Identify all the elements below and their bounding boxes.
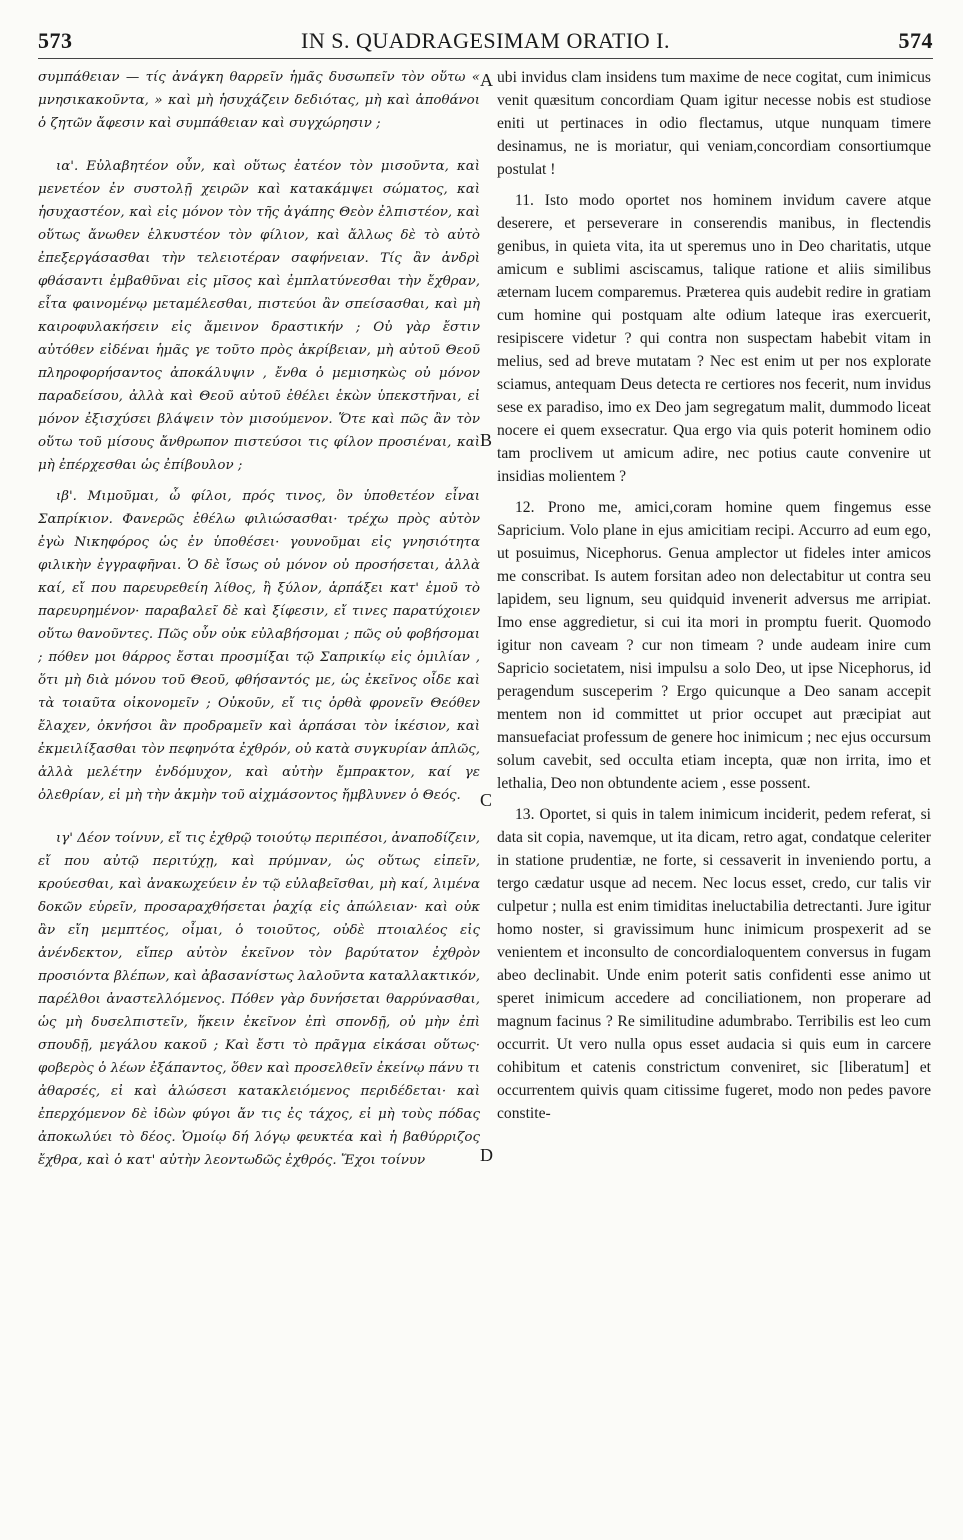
greek-paragraph-intro: συμπάθειαν — τίς ἀνάγκη θαρρεῖν ἡμᾶς δυσωπεῖν τὸν οὕτω « μνησικακοῦντα, » καὶ μὴ ἡσυχάζειν δεδιότας, μὴ καὶ ἀποθάνοι ὁ ζητῶν ἄφεσιν καὶ συμπάθειαν καὶ συγχώρησιν ; bbox=[38, 70, 480, 131]
section-marker-a: A bbox=[480, 70, 493, 90]
latin-paragraph-11: 11. Isto modo oportet nos hominem invidum cavere atque deserere, et perseverare in conserendis manibus, in flectendis genibus, in quieta vita, ita ut speremus uno in Deo charitatis, utque amicum e sublimi asciscamus, talique ratione et aliis similibus æternam lucem comparemus. Præterea quis audebit redire in gratiam cum homine qui postquam alte odium lateque iras exercuerit, resipiscere videtur ? qui contra non suspectam habebit vitam in melius, sed ad breve mutatam ? Nec est enim ut per nos explorate sciamus, antequam Deus detecta re certiores nos fecerit, num invidus sese ex paradiso, imo ex Deo jam segregatum malit, dummodo liceat nocere ei quem exsecratur. Qua ergo via quis poterit hominem odio tam proclivem ut amicum adire, nec potius caute convenire ut insidias molientem ? bbox=[497, 192, 931, 485]
section-marker-b: B bbox=[480, 430, 493, 450]
greek-column bbox=[38, 66, 480, 1180]
latin-paragraph-12: 12. Prono me, amici,coram homine quem fingemus esse Sapricium. Volo plane in ejus amicitiam recipi. Accurro ad eum ego, ut posuimus, Nicephorus. Genua amplector ut fideles inter amicos me conscribat. Is autem forsitan adeo non delectabitur ut contra seu lapidem, seu lignum, seu quidquid invenerit adversus me arripiat. Imo ense aggredietur, si cui ita mori in promptu fuerit. Quomodo igitur non caveam ? cur non timeam ? unde audeam inire cum Sapricio societatem, nisi impulsu a solo Deo, ut ipse Nicephorus, id peragendum susceperim ? Ergo quicunque a Deo sanam accepit mentem non id committet ut prior occupet aut præcipiat aut mansuefaciat professum de genere hoc inimicum ; nec ejus occursum solum cavebit, sed occulta etiam incepta, quæ non irrita, imo et lethalia, Deo non obtundente aciem , esse possent. bbox=[497, 499, 931, 792]
right-page-number: 574 bbox=[898, 28, 933, 53]
greek-paragraph-11: ια'. Εὐλαβητέον οὖν, καὶ οὕτως ἐατέον τὸν μισοῦντα, καὶ μενετέον ἐν συστολῇ χειρῶν καὶ κατακάμψει σώματος, καὶ ἡσυχαστέον, καὶ εἰς μόνον τὸν τῆς ἀγάπης Θεὸν ἐλπιστέον, καὶ οὕτως ἄνωθεν ἑλκυστέον τὸν φίλιον, καὶ ἄλλως δὲ τὸ αὐτὸ ἐπεξεργάσασθαι τὴν τελειοτέραν σαφήνειαν. Τίς ἂν ἀνδρὶ φθάσαντι ἐμβαθῦναι εἰς μῖσος καὶ ἐμπλατύνεσθαι τὴν ἔχθραν, εἶτα φαινομένῳ μεταμέλεσθαι, πιστεύοι ἂν σπείσασθαι, καὶ μὴ καιροφυλακήσειν εἰς ἄμεινον δραστικήν ; Οὐ γὰρ ἔστιν αὐτόθεν εἰδέναι ἡμᾶς γε τοῦτο πρὸς ἀκρίβειαν, μὴ αὐτοῦ Θεοῦ πληροφορήσαντος ἀποκάλυψιν , ἔνθα ὁ μεμισηκὼς οὐ μόνον παραδείσου, ἀλλὰ καὶ Θεοῦ αὐτοῦ ἐθέλει ἑκὼν ὑπεκστῆναι, εἰ μόνον ἐξισχύσει βλάψειν τὸν μισούμενον. Ὅτε καὶ πῶς ἂν τὸν οὕτω τοῦ μίσους ἄνθρωπον πιστεύσοι τις φίλον προσιέναι, καὶ μὴ ἐπέρχεσθαι ὡς ἐπίβουλον ; bbox=[38, 159, 480, 473]
section-marker-d: D bbox=[480, 1145, 493, 1165]
left-page-number: 573 bbox=[38, 28, 73, 53]
latin-paragraph-intro: ubi invidus clam insidens tum maxime de nece cogitat, cum inimicus venit quæsitum concordiam Quam igitur necesse nobis est studiose eniti ut pertinaces in odio flectamus, utque nunquam timere desinamus, ne is moriatur, qui veniam,concordiam consortiumque postulat ! bbox=[497, 69, 931, 178]
section-marker-c: C bbox=[480, 790, 493, 810]
page-header bbox=[38, 28, 933, 56]
latin-column bbox=[497, 66, 931, 1133]
greek-paragraph-12: ιβ'. Μιμοῦμαι, ὦ φίλοι, πρός τινος, ὃν ὑποθετέον εἶναι Σαπρίκιον. Φανερῶς ἐθέλω φιλιώσασθαι· τρέχω πρὸς αὐτὸν ἐγὼ Νικηφόρος ὡς ἐν ὑποθέσει· γουνοῦμαι εἰς γνησιότητα φιλικὴν ἐγγραφῆναι. Ὁ δὲ ἴσως οὐ μόνον οὐ προσήσεται, ἀλλὰ καί, εἴ που παρευρεθείη λίθος, ἢ ξύλον, ἁρπάξει κατ' ἐμοῦ τὸ παρευρημένον· παραβαλεῖ δὲ καὶ ξίφεσιν, εἴ τινες παρατύχοιεν οὕτω θανοῦντες. Πῶς οὖν οὐκ εὐλαβήσομαι ; πῶς οὐ φοβήσομαι ; πόθεν μοι θάρρος ἔσται προσμίξαι τῷ Σαπρικίῳ εἰς ὁμιλίαν , ὅτι μὴ διὰ μόνου τοῦ Θεοῦ, φθήσαντός με, ὡς ἐκεῖνος οἶδε καὶ τὰ τοιαῦτα οἰκονομεῖν ; Οὐκοῦν, εἴ τις ὀρθὰ φρονεῖν Θεόθεν ἔλαχεν, ὀκνήσοι ἂν προδραμεῖν καὶ ἁρπάσαι τὸν ἱκέσιον, καὶ ἐκμειλίξασθαι τὸν πεφηνότα ἐχθρόν, οὐ κατὰ συγκυρίαν ἁπλῶς, ἀλλὰ μελέτην ἐνδόμυχον, καὶ αὐτὴν ἔμπρακτον, καί γε ὀλεθρίαν, εἰ μὴ τὴν ἀκμὴν τοῦ αἰχμάσοντος ἤμβλυνεν ὁ Θεός. bbox=[38, 489, 480, 803]
greek-paragraph-13: ιγ' Δέον τοίνυν, εἴ τις ἐχθρῷ τοιούτῳ περιπέσοι, ἀναποδίζειν, εἴ που αὐτῷ περιτύχῃ, καὶ πρύμναν, ὡς οὕτως εἰπεῖν, κρούεσθαι, καὶ ἀνακωχεύειν ἐν τῷ εὐλαβεῖσθαι, μὴ καί, λιμένα δοκῶν εὑρεῖν, προσαραχθήσεται ῥαχίᾳ εἰς ἀπώλειαν· καὶ οὐκ ἂν εἴη μεμπτέος, οἶμαι, ὁ τοιοῦτος, οὐδὲ πτοιαλέος εἰς ἀνένδεκτον, εἴπερ αὐτὸν ἐκεῖνον τὸν βαρύτατον ἐχθρὸν προσιόντα βλέπων, καὶ ἀβασανίστως λαλοῦντα καταλλακτικόν, παρέλθοι ἀναστελλόμενος. Πόθεν γὰρ δυνήσεται θαρρύνασθαι, ὡς μὴ δυσελπιστεῖν, ἥκειν ἐκεῖνον ἐπὶ σπονδῇ, οὐ μὴν ἐπὶ σπουδῇ, μεγάλου κακοῦ ; Καὶ ἔστι τὸ πρᾶγμα εἰκάσαι οὕτως· φοβερὸς ὁ λέων ἐξάπαντος, ὅθεν καὶ προσελθεῖν ἐκείνῳ πάνυ τι ἀθαρσές, εἰ καὶ ἁλώσεσι κατακλειόμενος περιδέδεται· καὶ ἐπερχόμενον δὲ ἰδὼν φύγοι ἄν τις ἐς τάχος, εἰ μὴ τοὺς πόδας ἀποκωλύει τὸ δέος. Ὁμοίῳ δή λόγῳ φευκτέα καὶ ἡ βαθύρριζος ἔχθρα, καὶ ὁ κατ' αὐτὴν λεοντωδῶς ἐχθρός. Ἔχοι τοίνυν bbox=[38, 831, 480, 1168]
running-title: IN S. QUADRAGESIMAM ORATIO I. bbox=[301, 28, 670, 53]
header-rule bbox=[38, 58, 933, 59]
latin-paragraph-13: 13. Oportet, si quis in talem inimicum inciderit, pedem referat, si data sit copia, navemque, ut ita dicam, retro agat, condatque celeriter in statione prudentiæ, ne forte, si cessaverit in inveniendo portu, a tergo cædatur usque ad necem. Nec locus esset, credo, cur talis vir culpetur ; nulla est enim timiditas ineluctabilia detrectanti. Jure igitur homo noster, si gravissimum hunc inimicum prospexerit ad se venientem et inconsulto de concordialoquentem conversus in fugam abeo declinabit. Unde enim poterit satis confidenti esse animo ut speret inimicum accedere ad conciliationem, non properare ad magnum facinus ? Re similitudine adumbrabo. Terribilis est leo cum occurrit. Ut vero nulla opus esset audacia si quis eum in carcere cohibitum et catenis constrictum conveniret, sic [liberatum] et occurrentem quivis quam citissime fugeret, modo non pedes pavore constite- bbox=[497, 806, 931, 1122]
